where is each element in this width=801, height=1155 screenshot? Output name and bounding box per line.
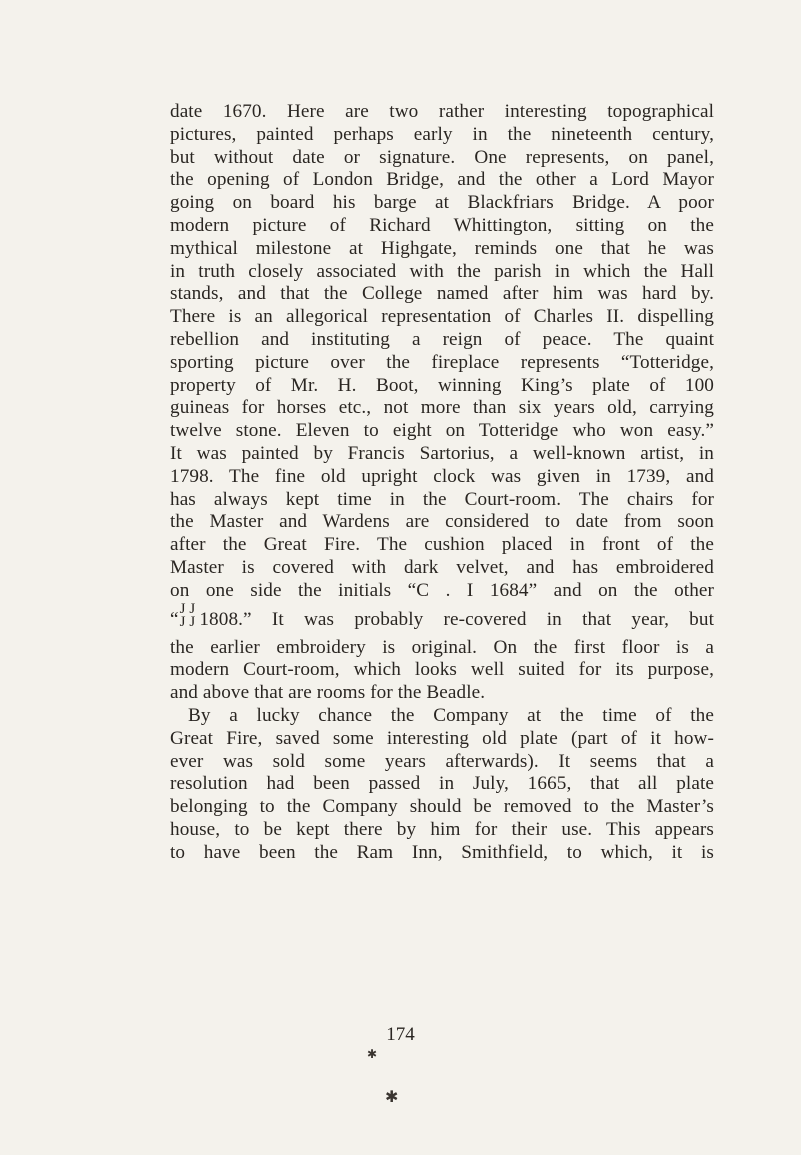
stacked-initials [180, 603, 196, 629]
text-line: to have been the Ram Inn, Smithfield, to which, it is [170, 841, 714, 863]
text-line: on one side the initials “C . I 1684” and on the other [170, 579, 714, 601]
text-line: pictures, painted perhaps early in the nineteenth century, [170, 123, 714, 145]
text-line: modern Court-room, which looks well suited for its purpose, [170, 659, 714, 681]
page-number: 174 [386, 1024, 415, 1045]
ink-speck-icon: ✱ [385, 1089, 399, 1106]
text-line: has always kept time in the Court-room. The chairs for [170, 488, 714, 510]
ink-speck-icon: ✱ [367, 1047, 378, 1061]
text-line: the Master and Wardens are considered to date from soon [170, 511, 714, 533]
text-line: It was painted by Francis Sartorius, a well-known artist, in [170, 442, 714, 464]
text-line: the opening of London Bridge, and the other a Lord Mayor [170, 169, 714, 191]
text-line: twelve stone. Eleven to eight on Totteridge who won easy.” [170, 420, 714, 442]
text-line-stacked-initials [170, 603, 714, 637]
text-line: sporting picture over the fireplace represents “Totteridge, [170, 351, 714, 373]
text-line: modern picture of Richard Whittington, sitting on the [170, 214, 714, 236]
text-line: date 1670. Here are two rather interesting topographical [170, 101, 714, 122]
initials-bottom: J J [179, 614, 196, 631]
text-line: mythical milestone at Highgate, reminds one that he was [170, 237, 714, 259]
text-line: going on board his barge at Blackfriars Bridge. A poor [170, 192, 714, 214]
open-quote: “ [170, 608, 179, 630]
text-line: stands, and that the College named after him was hard by. [170, 283, 714, 305]
text-line: ever was sold some years afterwards). It seems that a [170, 750, 714, 772]
initials-top: J J [179, 601, 196, 618]
text-line: and above that are rooms for the Beadle. [170, 682, 486, 704]
text-line: in truth closely associated with the parish in which the Hall [170, 260, 714, 282]
text-line: house, to be kept there by him for their use. This appears [170, 818, 714, 840]
text-line: rebellion and instituting a reign of peace. The quaint [170, 328, 714, 350]
text-line: belonging to the Company should be removed to the Master’s [170, 796, 714, 818]
text-line: property of Mr. H. Boot, winning King’s plate of 100 [170, 374, 714, 396]
text-line: Great Fire, saved some interesting old plate (part of it how- [170, 727, 714, 749]
text-line: resolution had been passed in July, 1665, that all plate [170, 773, 714, 795]
text-line: guineas for horses etc., not more than six years old, carrying [170, 397, 714, 419]
stacked-line-rest: 1808.” It was probably re-covered in that year, but [199, 608, 714, 630]
text-line: There is an allegorical representation of Charles II. dispelling [170, 306, 714, 328]
text-line: but without date or signature. One represents, on panel, [170, 146, 714, 168]
body-text [170, 101, 714, 865]
text-line: the earlier embroidery is original. On the first floor is a [170, 636, 714, 658]
text-line: after the Great Fire. The cushion placed in front of the [170, 534, 714, 556]
text-line: 1798. The fine old upright clock was given in 1739, and [170, 465, 714, 487]
text-line: Master is covered with dark velvet, and has embroidered [170, 556, 714, 578]
text-line: By a lucky chance the Company at the time of the [188, 704, 714, 726]
